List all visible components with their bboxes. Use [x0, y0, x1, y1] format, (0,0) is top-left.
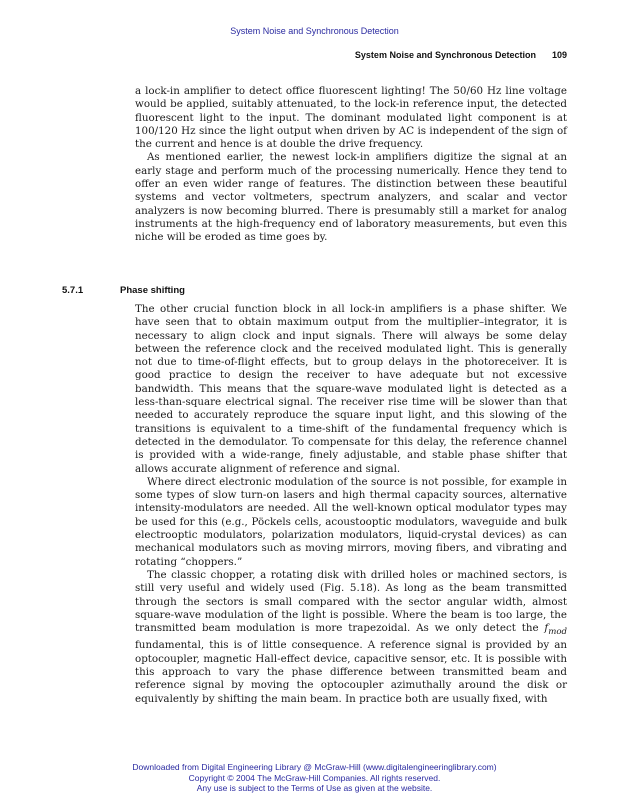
section-heading — [62, 285, 185, 296]
fmod-symbol — [544, 622, 567, 638]
body-text-top — [135, 85, 567, 245]
top-banner-title: System Noise and Synchronous Detection — [230, 26, 399, 36]
paragraph: The other crucial function block in all lock-in amplifiers is a phase shifter. We have seen that to obtain maximum output from the multiplier–integrator, it is necessary to align clock and input signals. There will always be some delay between the reference clock and the received modulated light. This is generally not due to time-of-flight effects, but to group delays in the photoreceiver. It is good practice to design the receiver to have adequate but not excessive bandwidth. This means that the square-wave modulated light is detected as a less-than-square electrical signal. The receiver rise time will be slower than that needed to accurately reproduce the square input light, and this slowing of the transitions is equivalent to a time-shift of the fundamental frequency which is detected in the demodulator. To compensate for this delay, the reference channel is provided with a wide-range, finely adjustable, and stable phase shifter that allows accurate alignment of reference and signal. — [135, 303, 567, 475]
paragraph-text: fundamental, this is of little consequence. A reference signal is provided by an optocoupler, magnetic Hall-effect device, capacitive sensor, etc. It is possible with this approach to vary the phase difference between transmitted beam and reference signal by moving the optocoupler azimuthally around the disk or equivalently by shifting the main beam. In practice both are usually fixed, with — [135, 639, 567, 705]
paragraph: As mentioned earlier, the newest lock-in amplifiers digitize the signal at an early stage and perform much of the processing numerically. Hence they tend to offer an even wider range of features. The distinction between these beautiful systems and vector voltmeters, spectrum analyzers, and scalar and vector analyzers is now becoming blurred. There is presumably still a market for analog instruments at the high-frequency end of laboratory measurements, but even this niche will be eroded as time goes by. — [135, 151, 567, 244]
section-title: Phase shifting — [120, 285, 185, 296]
page-number: 109 — [551, 50, 567, 60]
running-head-title: System Noise and Synchronous Detection — [354, 50, 536, 60]
footer-download-link[interactable]: Downloaded from Digital Engineering Library @ McGraw-Hill (www.digitalengineeringlibrary.com) — [132, 762, 497, 772]
paragraph-text: The classic chopper, a rotating disk with drilled holes or machined sectors, is still very useful and widely used (Fig. 5.18). As long as the beam transmitted through the sectors is small compared with the sector angular width, almost square-wave modulation of the light is possible. Where the beam is too large, the transmitted beam modulation is more trapezoidal. As we only detect the — [135, 568, 567, 635]
body-text-section — [135, 303, 567, 706]
paragraph-chopper — [135, 569, 567, 706]
footer-terms: Any use is subject to the Terms of Use as given at the website. — [196, 783, 433, 793]
running-head — [355, 50, 567, 60]
footer-copyright: Copyright © 2004 The McGraw-Hill Companies. All rights reserved. — [188, 772, 441, 783]
paragraph: Where direct electronic modulation of the source is not possible, for example in some types of slow turn-on lasers and high thermal capacity sources, alternative intensity-modulators are needed. All the well-known optical modulator types may be used for this (e.g., Pöckels cells, acoustooptic modulators, waveguide and bulk electrooptic modulators, polarization modulators, liquid-crystal devices) as can mechanical modulators such as moving mirrors, moving fibers, and vibrating and rotating “choppers.” — [135, 475, 567, 568]
fmod-base: f — [544, 622, 549, 635]
section-number: 5.7.1 — [62, 285, 84, 296]
fmod-subscript: mod — [548, 627, 567, 638]
paragraph: a lock-in amplifier to detect office fluorescent lighting! The 50/60 Hz line voltage would be applied, suitably attenuated, to the lock-in reference input, the detected fluorescent light to the input. The dominant modulated light component is at 100/120 Hz since the light output when driven by AC is independent of the sign of the current and hence is at double the drive frequency. — [135, 85, 567, 151]
footer — [0, 762, 629, 794]
